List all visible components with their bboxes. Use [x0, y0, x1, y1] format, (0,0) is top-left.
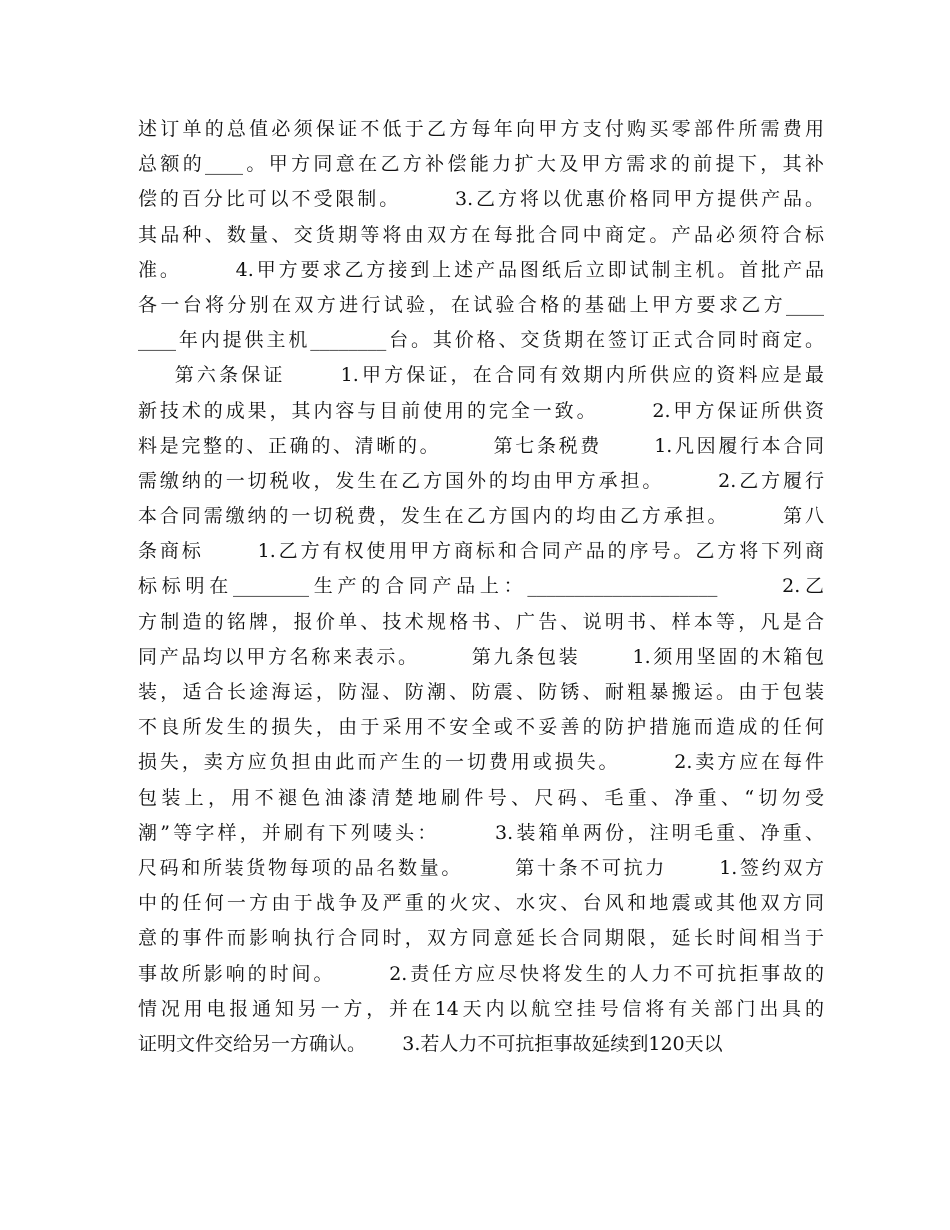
text-line: 总额的____。甲方同意在乙方补偿能力扩大及甲方需求的前提下，其补 — [138, 153, 824, 176]
text-line: 料是完整的、正确的、清晰的。 第七条税费 1.凡因履行本合同 — [138, 434, 824, 457]
text-line: 偿的百分比可以不受限制。 3.乙方将以优惠价格同甲方提供产品。 — [138, 188, 824, 211]
text-line: 各一台将分别在双方进行试验，在试验合格的基础上甲方要求乙方____ — [138, 293, 824, 316]
text-line: 包装上，用不褪色油漆清楚地刷件号、尺码、毛重、净重、“切勿受 — [138, 786, 824, 809]
text-line: 新技术的成果，其内容与目前使用的完全一致。 2.甲方保证所供资 — [138, 399, 824, 422]
contract-body-text — [138, 112, 824, 1062]
text-line: 装，适合长途海运，防湿、防潮、防震、防锈、耐粗暴搬运。由于包装 — [138, 681, 824, 703]
text-line: 其品种、数量、交货期等将由双方在每批合同中商定。产品必须符合标 — [138, 223, 824, 246]
text-line: 准。 4.甲方要求乙方接到上述产品图纸后立即试制主机。首批产品 — [138, 258, 824, 281]
text-line: 本合同需缴纳的一切税费，发生在乙方国内的均由乙方承担。 第八 — [138, 505, 824, 528]
text-line: ____年内提供主机________台。其价格、交货期在签订正式合同时商定。 — [138, 329, 824, 352]
text-line: 标标明在________生产的合同产品上：____________________ 2.乙 — [138, 575, 824, 598]
text-line: 损失，卖方应负担由此而产生的一切费用或损失。 2.卖方应在每件 — [138, 751, 824, 774]
text-line: 潮”等字样，并刷有下列唛头： 3.装箱单两份，注明毛重、净重、 — [138, 821, 824, 844]
text-line: 条商标 1.乙方有权使用甲方商标和合同产品的序号。乙方将下列商 — [138, 540, 824, 563]
text-line: 事故所影响的时间。 2.责任方应尽快将发生的人力不可抗拒事故的 — [138, 962, 824, 985]
text-line: 尺码和所装货物每项的品名数量。 第十条不可抗力 1.签约双方 — [138, 856, 824, 879]
text-line: 情况用电报通知另一方，并在14天内以航空挂号信将有关部门出具的 — [138, 997, 824, 1020]
text-line: 证明文件交给另一方确认。 3.若人力不可抗拒事故延续到120天以 — [138, 1032, 723, 1055]
text-line: 意的事件而影响执行合同时，双方同意延长合同期限，延长时间相当于 — [138, 927, 824, 950]
text-line: 中的任何一方由于战争及严重的火灾、水灾、台风和地震或其他双方同 — [138, 892, 824, 915]
text-line: 述订单的总值必须保证不低于乙方每年向甲方支付购买零部件所需费用 — [138, 118, 824, 140]
text-line: 同产品均以甲方名称来表示。 第九条包装 1.须用坚固的木箱包 — [138, 645, 824, 668]
text-line: 第六条保证 1.甲方保证，在合同有效期内所供应的资料应是最 — [138, 364, 824, 387]
text-line: 不良所发生的损失，由于采用不安全或不妥善的防护措施而造成的任何 — [138, 716, 824, 739]
text-line: 需缴纳的一切税收，发生在乙方国外的均由甲方承担。 2.乙方履行 — [138, 469, 824, 492]
text-line: 方制造的铭牌，报价单、技术规格书、广告、说明书、样本等，凡是合 — [138, 610, 824, 633]
